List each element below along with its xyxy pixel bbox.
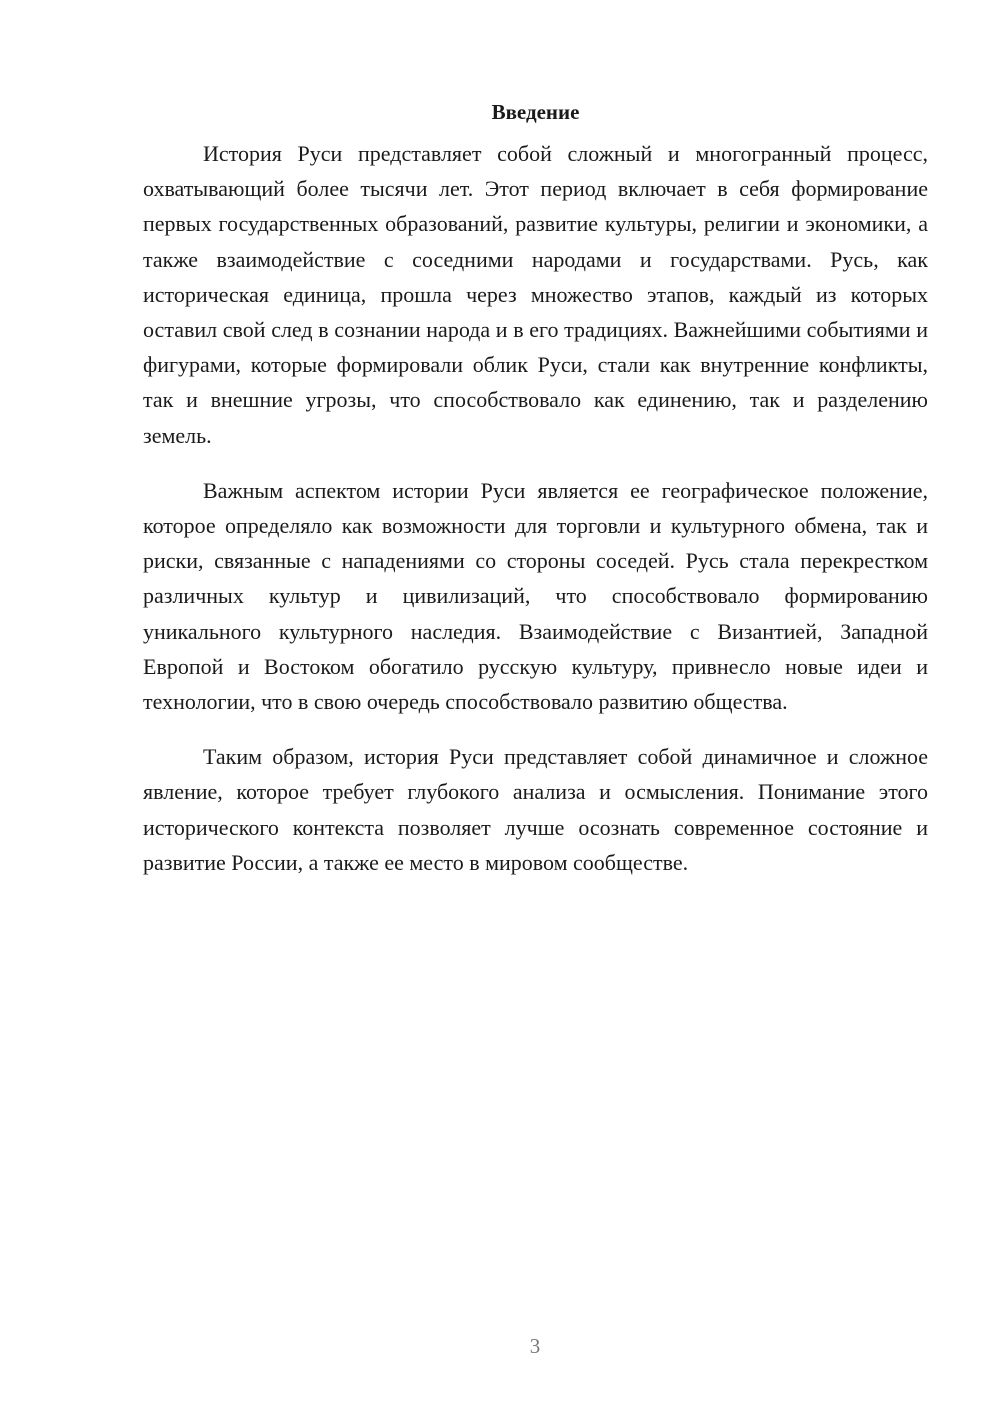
paragraph-2: Важным аспектом истории Руси является ее географическое положение, которое определяло как возможности для торговли и культурного обмена, так и риски, связанные с нападениями со стороны соседей. Русь стала перекрестком различных культур и цивилизаций, что способствовало формированию уникального культурного наследия. Взаимодействие с Византией, Западной Европой и Востоком обогатило русскую культуру, привнесло новые идеи и технологии, что в свою очередь способствовало развитию общества. [143,477,928,715]
page-body [143,98,928,900]
paragraph-1: История Руси представляет собой сложный и многогранный процесс, охватывающий более тысячи лет. Этот период включает в себя формирование первых государственных образований, развитие культуры, религии и экономики, а также взаимодействие с соседними народами и государствами. Русь, как историческая единица, прошла через множество этапов, каждый из которых оставил свой след в сознании народа и в его традициях. Важнейшими событиями и фигурами, которые формировали облик Руси, стали как внутренние конфликты, так и внешние угрозы, что способствовало как единению, так и разделению земель. [143,141,928,448]
paragraph-3: Таким образом, история Руси представляет собой динамичное и сложное явление, которое требует глубокого анализа и осмысления. Понимание этого исторического контекста позволяет лучше осознать современное состояние и развитие России, а также ее место в мировом сообществе. [143,744,928,875]
section-heading: Введение [491,100,580,124]
page-number: 3 [529,1334,541,1358]
